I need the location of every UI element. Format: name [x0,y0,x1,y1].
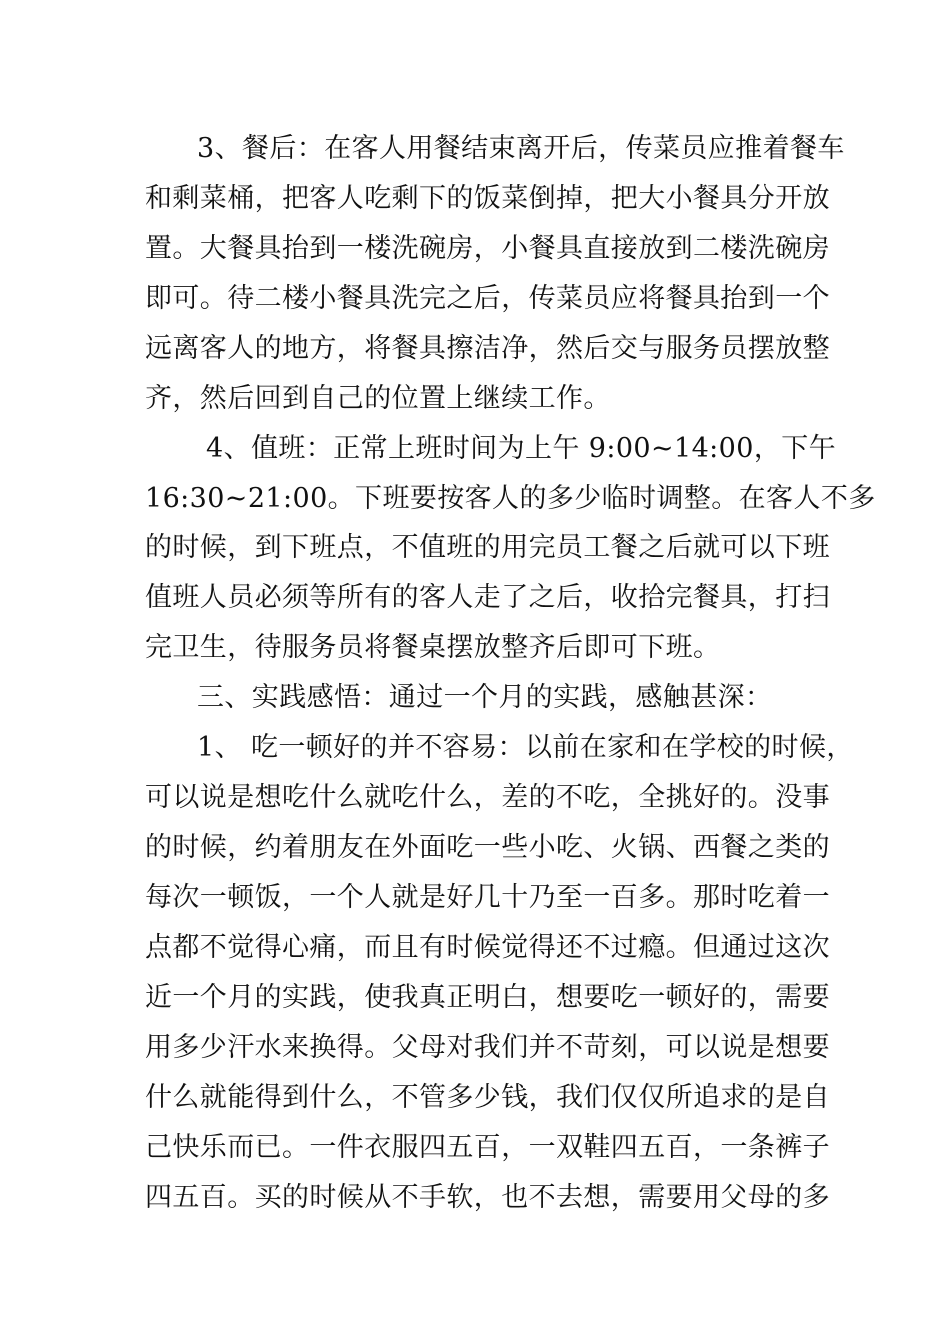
text-line: 用多少汗水来换得。父母对我们并不苛刻，可以说是想要 [145,1032,830,1063]
text-line: 完卫生，待服务员将餐桌摆放整齐后即可下班。 [145,632,721,663]
text-line: 4、值班：正常上班时间为上午 9:00~14:00，下午 [206,433,837,464]
text-line: 16:30~21:00。下班要按客人的多少临时调整。在客人不多 [145,483,876,514]
text-line: 齐，然后回到自己的位置上继续工作。 [145,383,611,414]
text-line: 置。大餐具抬到一楼洗碗房，小餐具直接放到二楼洗碗房 [145,233,830,264]
text-line: 1、 吃一顿好的并不容易：以前在家和在学校的时候， [197,732,854,763]
text-line: 即可。待二楼小餐具洗完之后，传菜员应将餐具抬到一个 [145,283,830,314]
text-line: 可以说是想吃什么就吃什么，差的不吃，全挑好的。没事 [145,782,830,813]
text-line: 3、餐后：在客人用餐结束离开后，传菜员应推着餐车 [197,133,845,164]
text-line: 值班人员必须等所有的客人走了之后，收拾完餐具，打扫 [145,582,830,613]
section-heading: 三、实践感悟：通过一个月的实践，感触甚深： [197,682,773,713]
text-line: 每次一顿饭，一个人就是好几十乃至一百多。那时吃着一 [145,882,830,913]
text-line: 的时候，到下班点，不值班的用完员工餐之后就可以下班 [145,532,830,563]
text-line: 什么就能得到什么，不管多少钱，我们仅仅所追求的是自 [145,1082,830,1113]
text-line: 近一个月的实践，使我真正明白，想要吃一顿好的，需要 [145,982,830,1013]
text-line: 点都不觉得心痛，而且有时候觉得还不过瘾。但通过这次 [145,932,830,963]
text-line: 和剩菜桶，把客人吃剩下的饭菜倒掉，把大小餐具分开放 [145,183,830,214]
text-line: 己快乐而已。一件衣服四五百，一双鞋四五百，一条裤子 [145,1132,830,1163]
text-line: 远离客人的地方，将餐具擦洁净，然后交与服务员摆放整 [145,333,830,364]
text-line: 四五百。买的时候从不手软，也不去想，需要用父母的多 [145,1182,830,1213]
text-line: 的时候，约着朋友在外面吃一些小吃、火锅、西餐之类的 [145,832,830,863]
